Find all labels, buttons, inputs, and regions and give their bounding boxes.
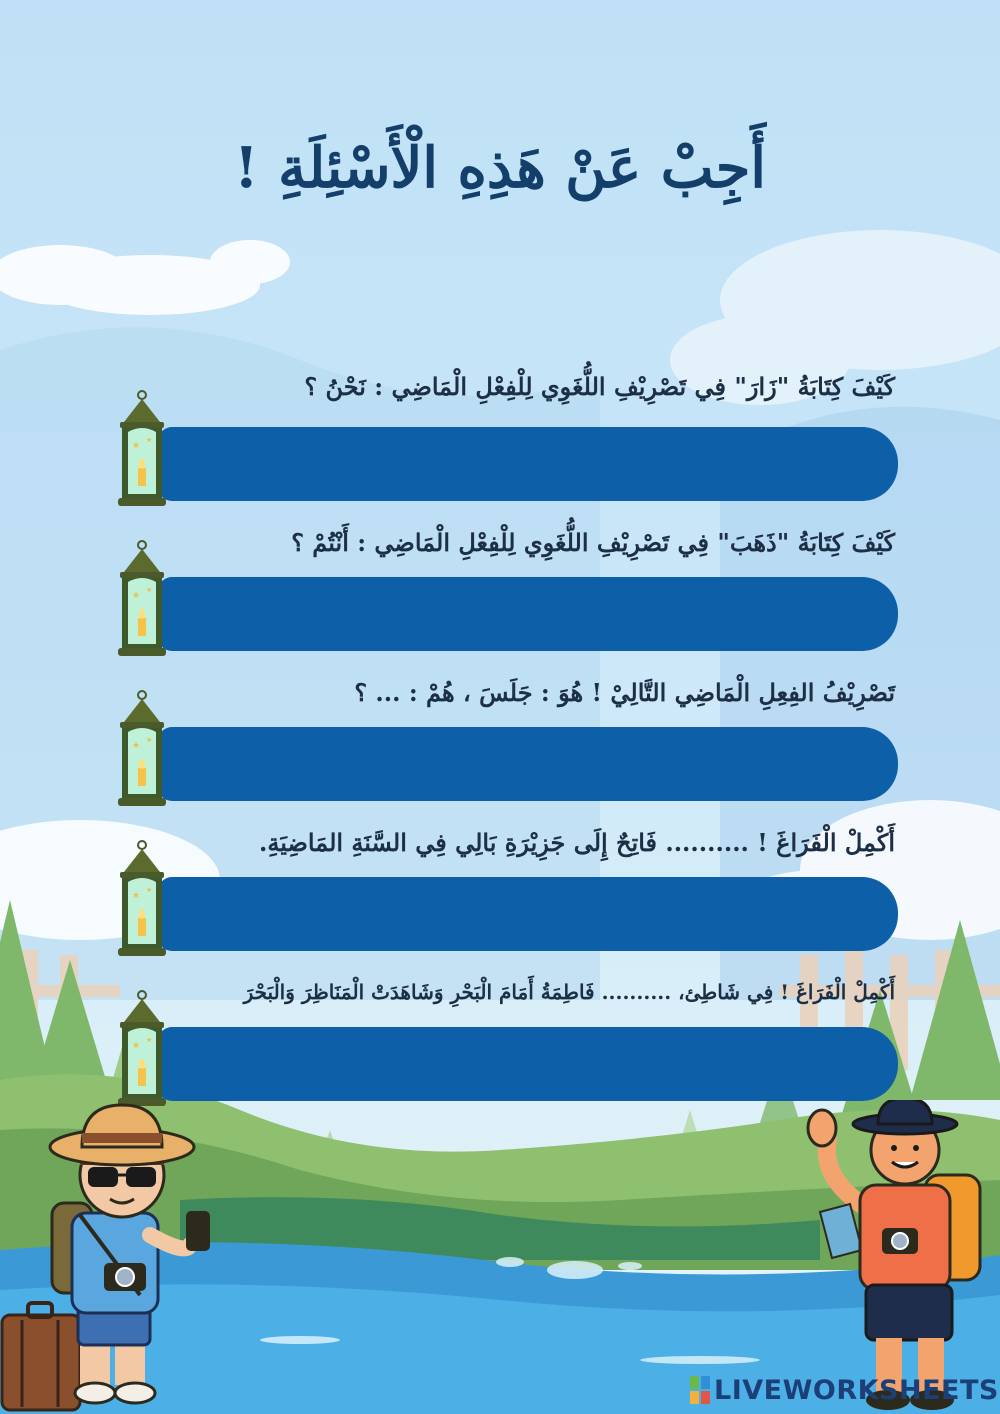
svg-text:★: ★ — [146, 1036, 153, 1044]
lantern-icon — [112, 390, 172, 512]
liveworksheets-logo-icon — [690, 1376, 710, 1404]
question-4-text: أَكْمِلْ الْفَرَاغَ ! .......... فَاتِحٌ إِلَى جَزِيْرَةِ بَالِي فِي السَّنَةِ المَاضِيَةِ. — [259, 828, 895, 857]
answer-4-input[interactable] — [158, 877, 898, 951]
svg-text:★: ★ — [146, 436, 153, 444]
lantern-icon — [112, 990, 172, 1112]
svg-text:★: ★ — [132, 441, 141, 451]
answer-2-input[interactable] — [158, 577, 898, 651]
tourist-man-illustration — [800, 1100, 995, 1414]
lantern-icon — [112, 690, 172, 812]
svg-text:★: ★ — [146, 886, 153, 894]
question-1-text: كَيْفَ كِتَابَةُ "زَارَ" فِي تَصْرِيْفِ اللُّغَوِي لِلْفِعْلِ الْمَاضِي : نَحْنُ ؟ — [304, 372, 895, 401]
question-3-text: تَصْرِيْفُ الفِعِلِ الْمَاضِي التَّالِيْ ! هُوَ : جَلَسَ ، هُمْ : ... ؟ — [354, 678, 895, 707]
lantern-icon — [112, 540, 172, 662]
question-2-text: كَيْفَ كِتَابَةُ "ذَهَبَ" فِي تَصْرِيْفِ اللُّغَوِي لِلْفِعْلِ الْمَاضِي : أَنْتُمْ ؟ — [291, 528, 895, 557]
tourist-boy-illustration — [0, 1095, 230, 1414]
svg-text:★: ★ — [132, 891, 141, 901]
answer-1-input[interactable] — [158, 427, 898, 501]
svg-text:★: ★ — [146, 736, 153, 744]
liveworksheets-logo-text: LIVEWORKSHEETS — [714, 1374, 999, 1406]
answer-5-input[interactable] — [158, 1027, 898, 1101]
question-5-text: أَكْمِلْ الْفَرَاغَ ! فِي شَاطِئ، .......... فَاطِمَةُ أَمَامَ الْبَحْرِ وَشَاهَدَتْ الْمَنَاظِرَ وَالْبَحْرَ — [243, 980, 895, 1004]
worksheet-title: أَجِبْ عَنْ هَذِهِ الْأَسْئِلَةِ ! — [234, 135, 766, 201]
svg-text:★: ★ — [146, 586, 153, 594]
lantern-icon — [112, 840, 172, 962]
svg-text:★: ★ — [132, 741, 141, 751]
svg-text:★: ★ — [132, 591, 141, 601]
answer-3-input[interactable] — [158, 727, 898, 801]
liveworksheets-logo[interactable] — [690, 1373, 999, 1407]
svg-text:★: ★ — [132, 1041, 141, 1051]
